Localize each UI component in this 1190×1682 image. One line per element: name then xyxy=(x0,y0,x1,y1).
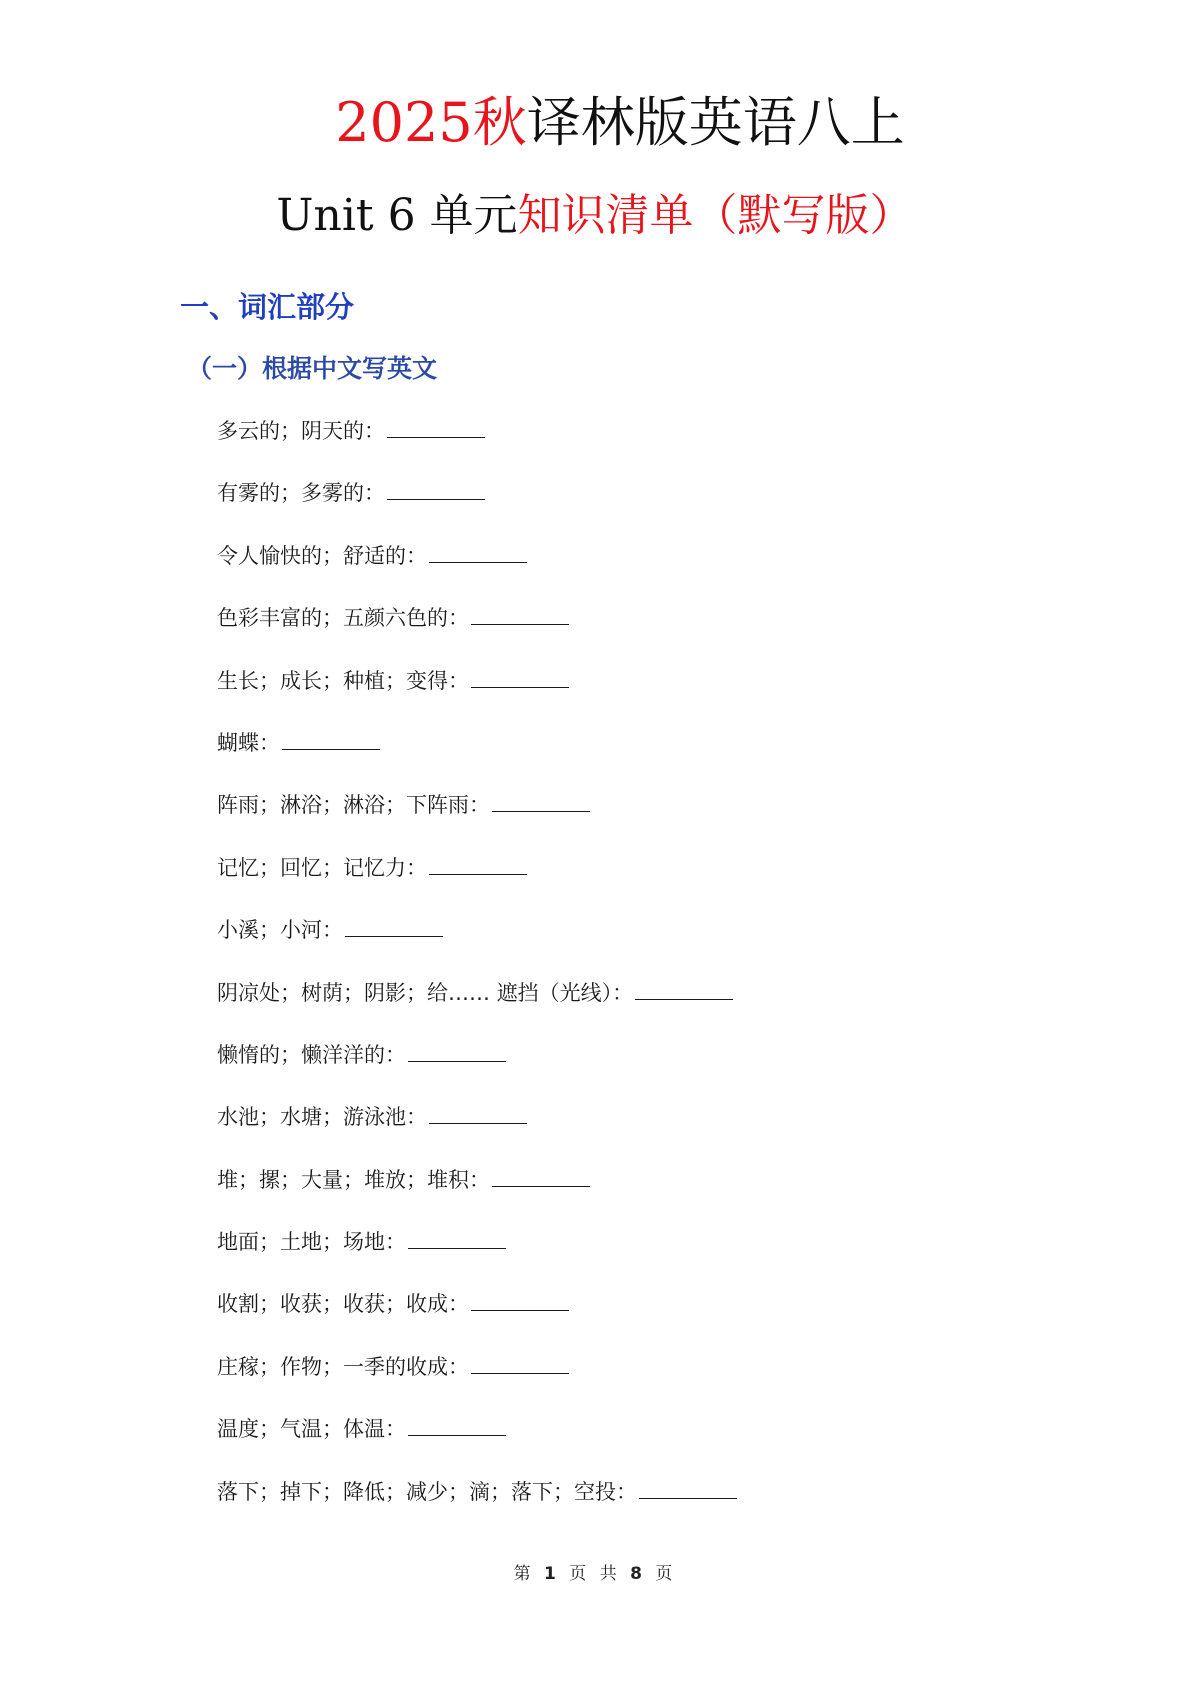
footer-prefix: 第 xyxy=(513,1564,535,1584)
answer-blank[interactable] xyxy=(408,1039,506,1062)
vocab-prompt: 阴凉处；树荫；阴影；给…… 遮挡（光线）： xyxy=(217,980,634,1005)
document-title-line-1 xyxy=(0,88,1190,158)
vocab-prompt: 记忆；回忆；记忆力： xyxy=(217,855,427,880)
answer-blank[interactable] xyxy=(429,540,527,563)
vocab-item xyxy=(217,913,737,975)
answer-blank[interactable] xyxy=(492,789,590,812)
vocab-item xyxy=(217,1475,737,1537)
vocab-item xyxy=(217,1412,737,1474)
vocab-prompt: 色彩丰富的；五颜六色的： xyxy=(217,606,469,631)
vocab-item xyxy=(217,476,737,538)
title-year-season: 2025秋 xyxy=(335,91,527,154)
vocab-item xyxy=(217,1038,737,1100)
vocab-prompt: 有雾的；多雾的： xyxy=(217,481,385,506)
vocab-prompt: 蝴蝶： xyxy=(217,730,280,755)
page-footer xyxy=(0,1562,1190,1586)
vocab-item xyxy=(217,1287,737,1349)
answer-blank[interactable] xyxy=(639,1476,737,1499)
answer-blank[interactable] xyxy=(471,665,569,688)
vocab-prompt: 小溪；小河： xyxy=(217,918,343,943)
document-title-line-2 xyxy=(0,185,1190,247)
vocab-item xyxy=(217,788,737,850)
footer-middle: 页 共 xyxy=(569,1564,621,1584)
vocab-item xyxy=(217,851,737,913)
answer-blank[interactable] xyxy=(635,977,733,1000)
vocab-item xyxy=(217,1163,737,1225)
answer-blank[interactable] xyxy=(345,914,443,937)
title-checklist: 知识清单（默写版） xyxy=(517,190,914,241)
vocab-prompt: 收割；收获；收获；收成： xyxy=(217,1292,469,1317)
vocab-item xyxy=(217,1350,737,1412)
vocab-prompt: 水池；水塘；游泳池： xyxy=(217,1105,427,1130)
section-heading: 一、词汇部分 xyxy=(180,290,355,324)
vocab-prompt: 令人愉快的；舒适的： xyxy=(217,543,427,568)
vocab-item xyxy=(217,539,737,601)
answer-blank[interactable] xyxy=(408,1226,506,1249)
vocab-item xyxy=(217,664,737,726)
answer-blank[interactable] xyxy=(429,1101,527,1124)
vocab-prompt: 落下；掉下；降低；减少；滴；落下；空投： xyxy=(217,1479,637,1504)
vocab-item xyxy=(217,414,737,476)
footer-page-number: 1 xyxy=(544,1564,560,1584)
vocab-item xyxy=(217,976,737,1038)
vocab-list xyxy=(217,414,737,1537)
vocab-prompt: 庄稼；作物；一季的收成： xyxy=(217,1354,469,1379)
vocab-prompt: 阵雨；淋浴；淋浴；下阵雨： xyxy=(217,793,490,818)
answer-blank[interactable] xyxy=(471,1288,569,1311)
vocab-item xyxy=(217,1225,737,1287)
answer-blank[interactable] xyxy=(429,852,527,875)
vocab-prompt: 生长；成长；种植；变得： xyxy=(217,668,469,693)
answer-blank[interactable] xyxy=(408,1413,506,1436)
answer-blank[interactable] xyxy=(492,1164,590,1187)
vocab-prompt: 堆；摞；大量；堆放；堆积： xyxy=(217,1167,490,1192)
answer-blank[interactable] xyxy=(387,415,485,438)
footer-suffix: 页 xyxy=(655,1564,677,1584)
title-textbook-name: 译林版英语八上 xyxy=(526,91,905,154)
answer-blank[interactable] xyxy=(471,1351,569,1374)
title-unit: Unit 6 单元 xyxy=(276,190,518,241)
answer-blank[interactable] xyxy=(282,727,380,750)
footer-total-pages: 8 xyxy=(630,1564,646,1584)
vocab-prompt: 地面；土地；场地： xyxy=(217,1230,406,1255)
vocab-item xyxy=(217,726,737,788)
answer-blank[interactable] xyxy=(471,602,569,625)
vocab-item xyxy=(217,1100,737,1162)
vocab-prompt: 温度；气温；体温： xyxy=(217,1417,406,1442)
section-subheading: （一）根据中文写英文 xyxy=(187,354,438,383)
vocab-item xyxy=(217,601,737,663)
answer-blank[interactable] xyxy=(387,477,485,500)
vocab-prompt: 多云的；阴天的： xyxy=(217,419,385,443)
vocab-prompt: 懒惰的；懒洋洋的： xyxy=(217,1042,406,1067)
